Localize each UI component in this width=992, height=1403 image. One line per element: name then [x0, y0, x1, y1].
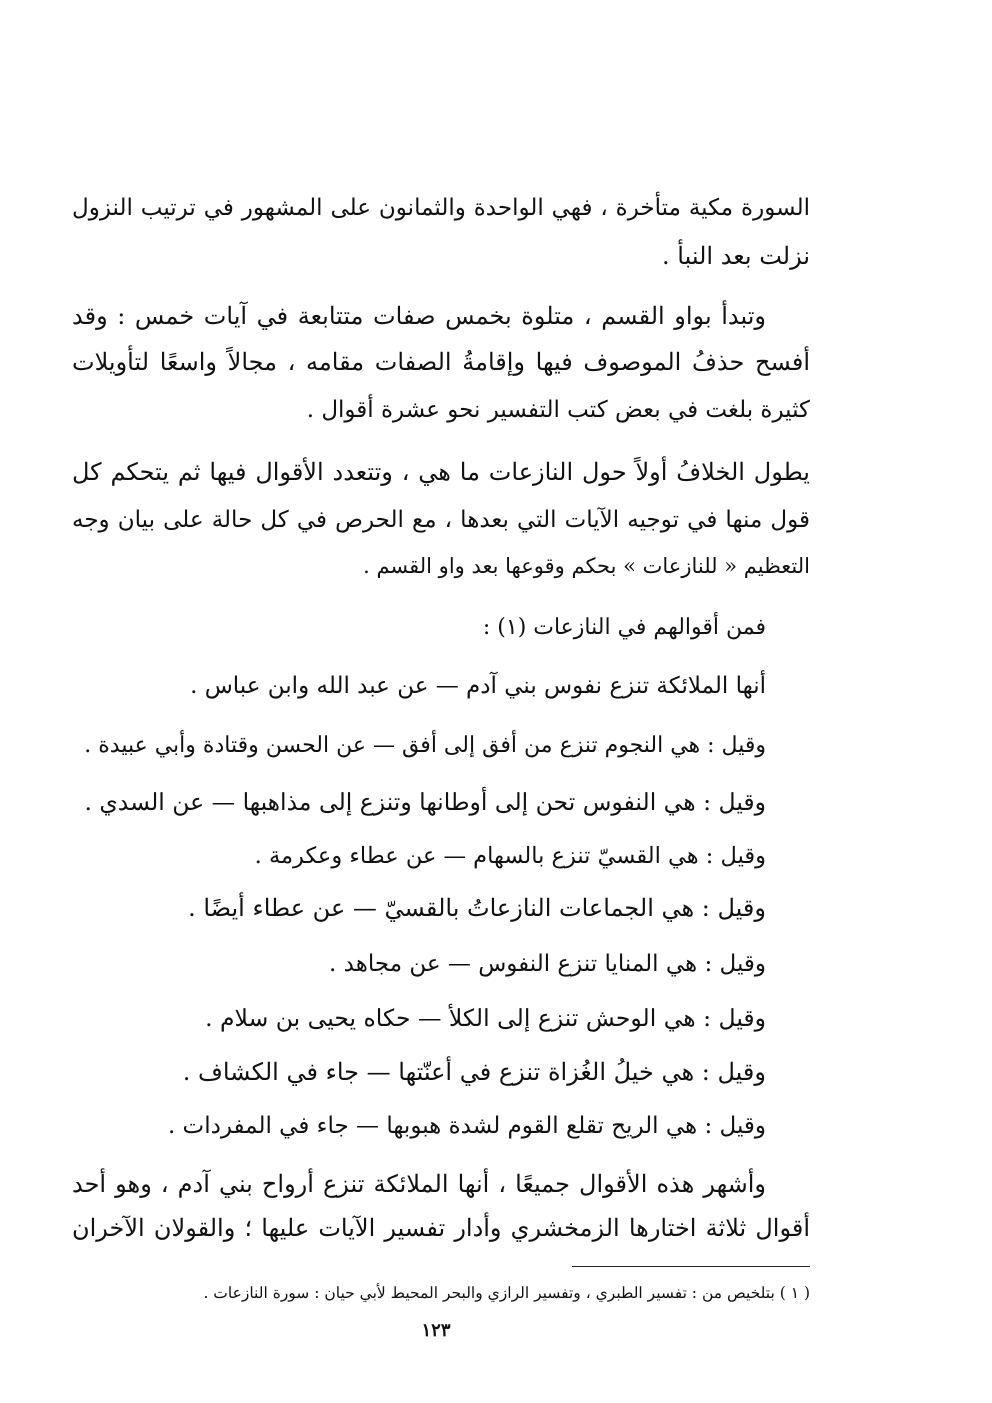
page-number: ١٢٣: [421, 1320, 451, 1341]
text-line-1: السورة مكية متأخرة ، فهي الواحدة والثمانون على المشهور في ترتيب النزول: [72, 195, 810, 221]
text-line-14: وقيل : هي الجماعات النازعاتُ بالقسيّ — عن عطاء أيضًا .: [188, 894, 766, 922]
footnote: ( ١ ) بتلخيص من : تفسير الطبري ، وتفسير الرازي والبحر المحيط لأبي حيان : سورة النازعات .: [203, 1284, 810, 1302]
text-line-6: يطول الخلافُ أولاً حول النازعات ما هي ، وتتعدد الأقوال فيها ثم يتحكم كل: [72, 458, 810, 486]
text-line-5: كثيرة بلغت في بعض كتب التفسير نحو عشرة أقوال .: [306, 397, 810, 423]
text-line-16: وقيل : هي الوحش تنزع إلى الكلأ — حكاه يحيى بن سلام .: [205, 1004, 766, 1032]
text-line-4: أفسح حذفُ الموصوف فيها وإقامةُ الصفات مقامه ، مجالاً واسعًا لتأويلات: [72, 348, 810, 376]
text-line-18: وقيل : هي الريح تقلع القوم لشدة هبوبها — جاء في المفردات .: [167, 1113, 766, 1139]
text-line-11: وقيل : هي النجوم تنزع من أفق إلى أفق — عن الحسن وقتادة وأبي عبيدة .: [84, 733, 766, 758]
text-line-15: وقيل : هي المنايا تنزع النفوس — عن مجاهد .: [329, 951, 766, 977]
text-line-9: فمن أقوالهم في النازعات (١) :: [482, 615, 766, 640]
text-line-7: قول منها في توجيه الآيات التي بعدها ، مع الحرص في كل حالة على بيان وجه: [72, 507, 810, 533]
text-line-12: وقيل : هي النفوس تحن إلى أوطانها وتنزع إلى مذاهبها — عن السدي .: [84, 788, 766, 816]
text-line-19: وأشهر هذه الأقوال جميعًا ، أنها الملائكة تنزع أرواح بني آدم ، وهو أحد: [72, 1170, 766, 1198]
text-line-20: أقوال ثلاثة اختارها الزمخشري وأدار تفسير الآيات عليها ؛ والقولان الآخران: [72, 1214, 810, 1242]
text-line-2: نزلت بعد النبأ .: [662, 242, 810, 270]
text-line-17: وقيل : هي خيلُ الغُزاة تنزع في أعنّتها — جاء في الكشاف .: [182, 1058, 766, 1086]
text-line-8: التعظيم « للنازعات » بحكم وقوعها بعد واو القسم .: [363, 554, 810, 578]
text-line-10: أنها الملائكة تنزع نفوس بني آدم — عن عبد الله وابن عباس .: [190, 673, 766, 699]
text-line-3: وتبدأ بواو القسم ، متلوة بخمس صفات متتابعة في آيات خمس : وقد: [72, 302, 766, 330]
text-line-13: وقيل : هي القسيّ تنزع بالسهام — عن عطاء وعكرمة .: [254, 843, 766, 869]
footnote-divider: [572, 1266, 810, 1267]
